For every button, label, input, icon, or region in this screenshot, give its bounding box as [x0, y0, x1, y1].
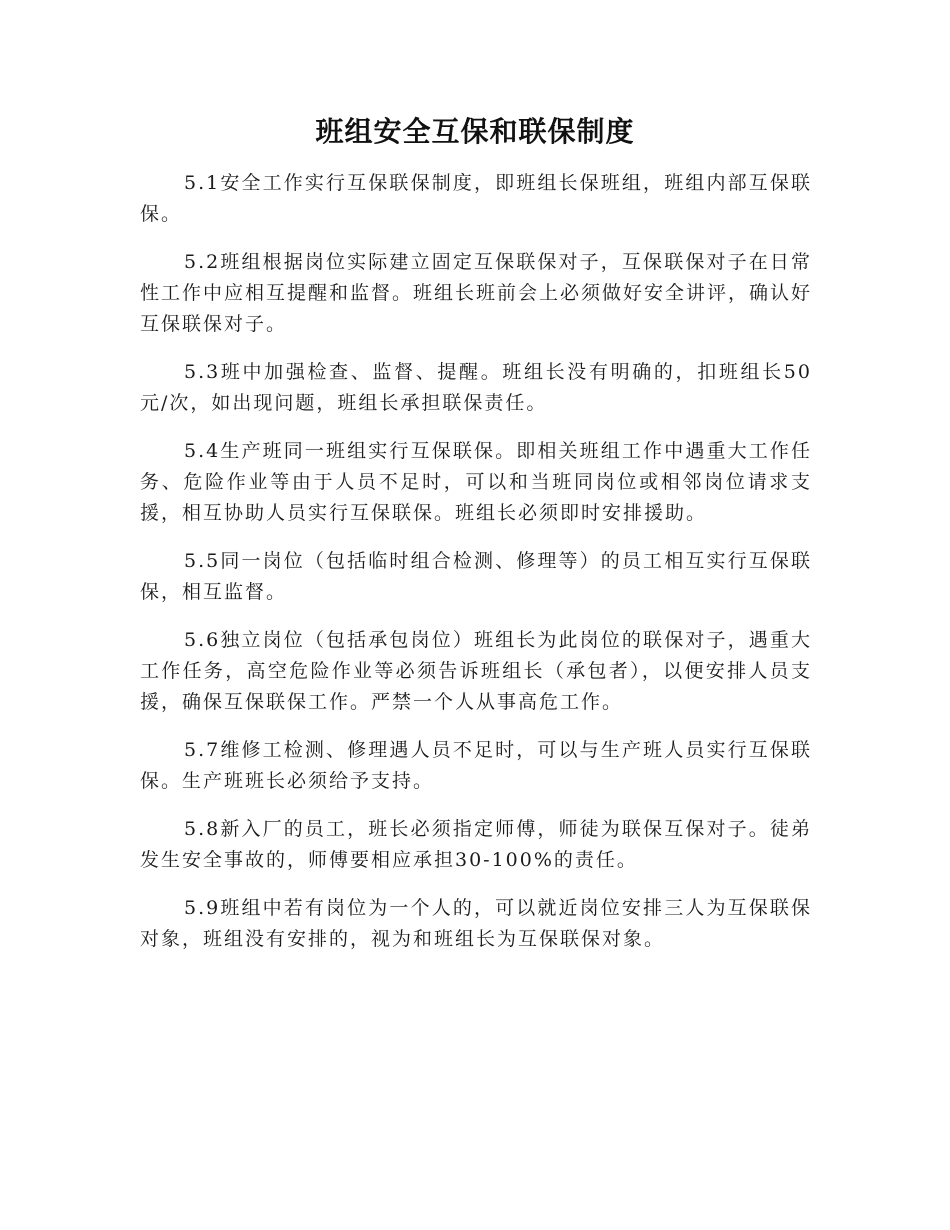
- paragraph-5-4: 5.4生产班同一班组实行互保联保。即相关班组工作中遇重大工作任务、危险作业等由于人员不足时，可以和当班同岗位或相邻岗位请求支援，相互协助人员实行互保联保。班组长必须即时安排援助。: [140, 440, 812, 524]
- paragraph-5-8: 5.8新入厂的员工，班长必须指定师傅，师徒为联保互保对子。徒弟发生安全事故的，师傅要相应承担30-100%的责任。: [140, 818, 812, 871]
- document-body: [140, 168, 812, 972]
- paragraph-5-2: 5.2班组根据岗位实际建立固定互保联保对子，互保联保对子在日常性工作中应相互提醒和监督。班组长班前会上必须做好安全讲评，确认好互保联保对子。: [140, 251, 813, 335]
- document-title: 班组安全互保和联保制度: [315, 115, 635, 148]
- paragraph-5-5: 5.5同一岗位（包括临时组合检测、修理等）的员工相互实行互保联保，相互监督。: [140, 550, 812, 603]
- paragraph-5-7: 5.7维修工检测、修理遇人员不足时，可以与生产班人员实行互保联保。生产班班长必须给予支持。: [140, 739, 812, 792]
- paragraph-5-9: 5.9班组中若有岗位为一个人的，可以就近岗位安排三人为互保联保对象，班组没有安排的，视为和班组长为互保联保对象。: [140, 897, 812, 950]
- paragraph-5-6: 5.6独立岗位（包括承包岗位）班组长为此岗位的联保对子，遇重大工作任务，高空危险作业等必须告诉班组长（承包者），以便安排人员支援，确保互保联保工作。严禁一个人从事高危工作。: [140, 629, 812, 713]
- paragraph-5-3: 5.3班中加强检查、监督、提醒。班组长没有明确的，扣班组长50元/次，如出现问题，班组长承担联保责任。: [140, 361, 812, 414]
- paragraph-5-1: 5.1安全工作实行互保联保制度，即班组长保班组，班组内部互保联保。: [140, 172, 812, 225]
